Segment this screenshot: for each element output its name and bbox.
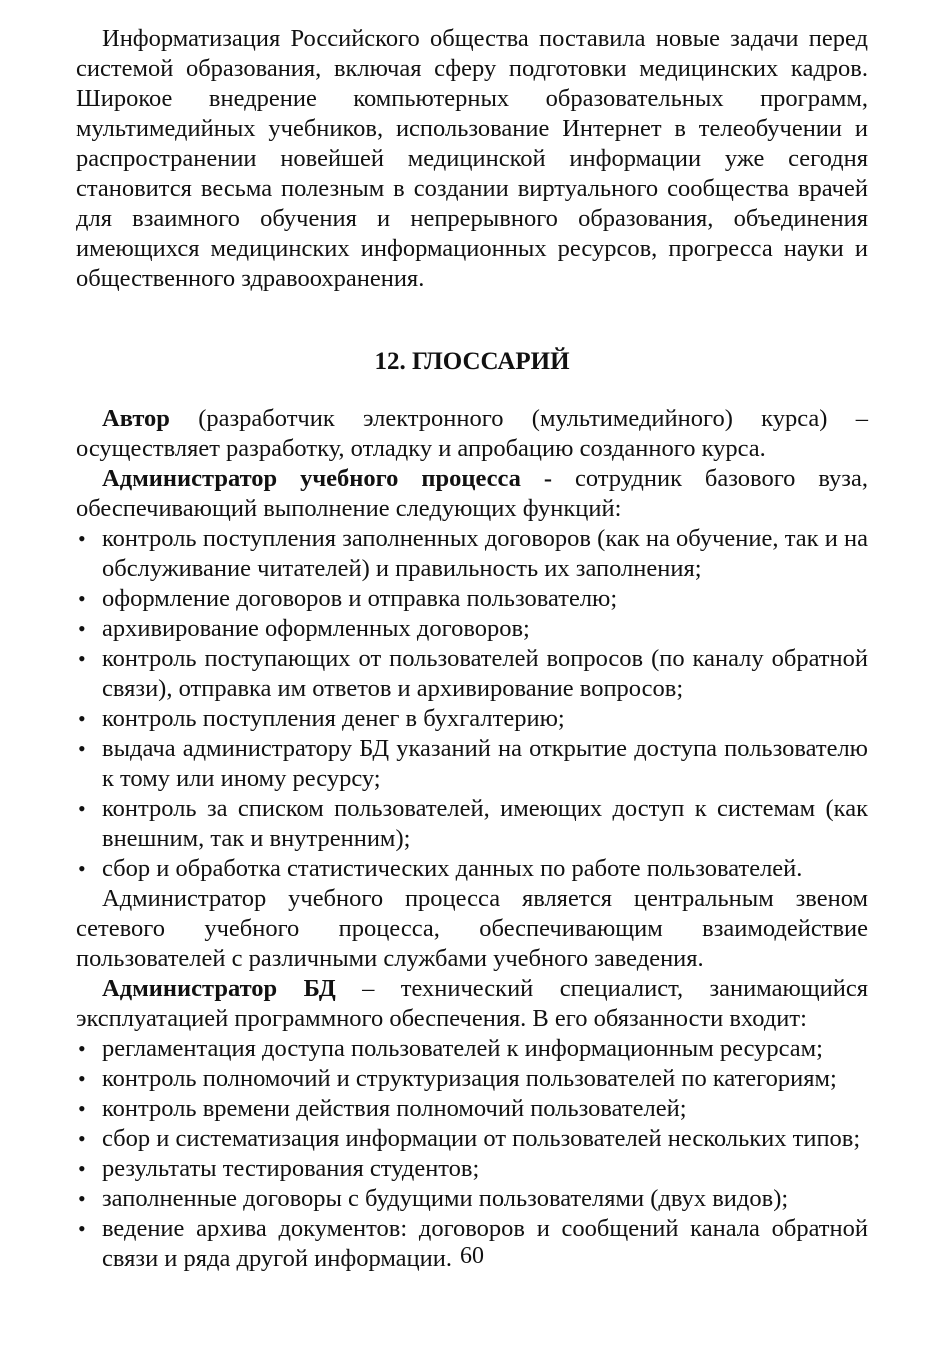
- edu-admin-function-list: [76, 524, 868, 884]
- glossary-definition: – технический специалист, занимающийся эксплуатацией программного обеспечения. В его обязанности входит:: [76, 975, 868, 1032]
- list-item-text: регламентация доступа пользователей к информационным ресурсам;: [102, 1035, 823, 1062]
- list-item-text: контроль поступающих от пользователей вопросов (по каналу обратной связи), отправка им ответов и архивирование вопросов;: [102, 645, 868, 702]
- list-item: [76, 704, 868, 734]
- list-item: [76, 1034, 868, 1064]
- list-item: [76, 1064, 868, 1094]
- list-item-text: сбор и обработка статистических данных по работе пользователей.: [102, 855, 803, 882]
- bullet-icon: •: [78, 586, 86, 611]
- bullet-icon: •: [78, 1126, 86, 1151]
- list-item-text: контроль поступления денег в бухгалтерию;: [102, 705, 565, 732]
- list-item: [76, 584, 868, 614]
- glossary-term: Администратор БД: [102, 975, 336, 1002]
- list-item-text: контроль времени действия полномочий пользователей;: [102, 1095, 687, 1122]
- bullet-icon: •: [78, 1216, 86, 1241]
- bullet-icon: •: [78, 1066, 86, 1091]
- bullet-icon: •: [78, 736, 86, 761]
- list-item: [76, 524, 868, 584]
- bullet-icon: •: [78, 646, 86, 671]
- list-item-text: выдача администратору БД указаний на открытие доступа пользователю к тому или иному ресурсу;: [102, 735, 868, 792]
- list-item-text: ведение архива документов: договоров и сообщений канала обратной связи и ряда другой информации.: [102, 1215, 868, 1272]
- section-heading: 12. ГЛОССАРИЙ: [374, 348, 570, 375]
- glossary-term: Автор: [102, 405, 170, 432]
- list-item: [76, 1094, 868, 1124]
- glossary-term: Администратор учебного процесса -: [102, 465, 553, 492]
- list-item: [76, 644, 868, 704]
- list-item-text: контроль поступления заполненных договоров (как на обучение, так и на обслуживание читателей) и правильность их заполнения;: [102, 525, 868, 582]
- list-item-text: контроль полномочий и структуризация пользователей по категориям;: [102, 1065, 837, 1092]
- glossary-definition: (разработчик электронного (мультимедийного) курса) – осуществляет разработку, отладку и апробацию созданного курса.: [76, 405, 868, 462]
- bullet-icon: •: [78, 1156, 86, 1181]
- glossary-entry-author: [76, 404, 868, 464]
- list-item-text: результаты тестирования студентов;: [102, 1155, 480, 1182]
- bullet-icon: •: [78, 706, 86, 731]
- list-item: [76, 794, 868, 854]
- list-item: [76, 614, 868, 644]
- bullet-icon: •: [78, 1096, 86, 1121]
- db-admin-duty-list: [76, 1034, 868, 1274]
- glossary-definition: сотрудник базового вуза, обеспечивающий выполнение следующих функций:: [76, 465, 868, 522]
- page-number: 60: [460, 1243, 484, 1269]
- bullet-icon: •: [78, 1036, 86, 1061]
- bullet-icon: •: [78, 796, 86, 821]
- bullet-icon: •: [78, 616, 86, 641]
- glossary-entry-db-admin: [76, 974, 868, 1034]
- list-item-text: оформление договоров и отправка пользователю;: [102, 585, 618, 612]
- edu-admin-closing-paragraph: Администратор учебного процесса является центральным звеном сетевого учебного процесса, обеспечивающим взаимодействие пользователей с различными службами учебного заведения.: [76, 885, 868, 972]
- list-item-text: сбор и систематизация информации от пользователей нескольких типов;: [102, 1125, 861, 1152]
- list-item: [76, 1154, 868, 1184]
- intro-paragraph: Информатизация Российского общества поставила новые задачи перед системой образования, включая сферу подготовки медицинских кадров. Широкое внедрение компьютерных образовательных программ, мультимедийных учебников, использование Интернет в телеобучении и распространении новейшей медицинской информации уже сегодня становится весьма полезным в создании виртуального сообщества врачей для взаимного обучения и непрерывного образования, объединения имеющихся медицинских информационных ресурсов, прогресса науки и общественного здравоохранения.: [76, 25, 868, 292]
- list-item: [76, 854, 868, 884]
- bullet-icon: •: [78, 1186, 86, 1211]
- list-item-text: архивирование оформленных договоров;: [102, 615, 530, 642]
- list-item-text: контроль за списком пользователей, имеющих доступ к системам (как внешним, так и внутренним);: [102, 795, 868, 852]
- list-item: [76, 734, 868, 794]
- glossary-entry-edu-admin: [76, 464, 868, 524]
- document-page: [76, 24, 868, 1274]
- list-item: [76, 1124, 868, 1154]
- bullet-icon: •: [78, 526, 86, 551]
- list-item: [76, 1184, 868, 1214]
- bullet-icon: •: [78, 856, 86, 881]
- list-item-text: заполненные договоры с будущими пользователями (двух видов);: [102, 1185, 789, 1212]
